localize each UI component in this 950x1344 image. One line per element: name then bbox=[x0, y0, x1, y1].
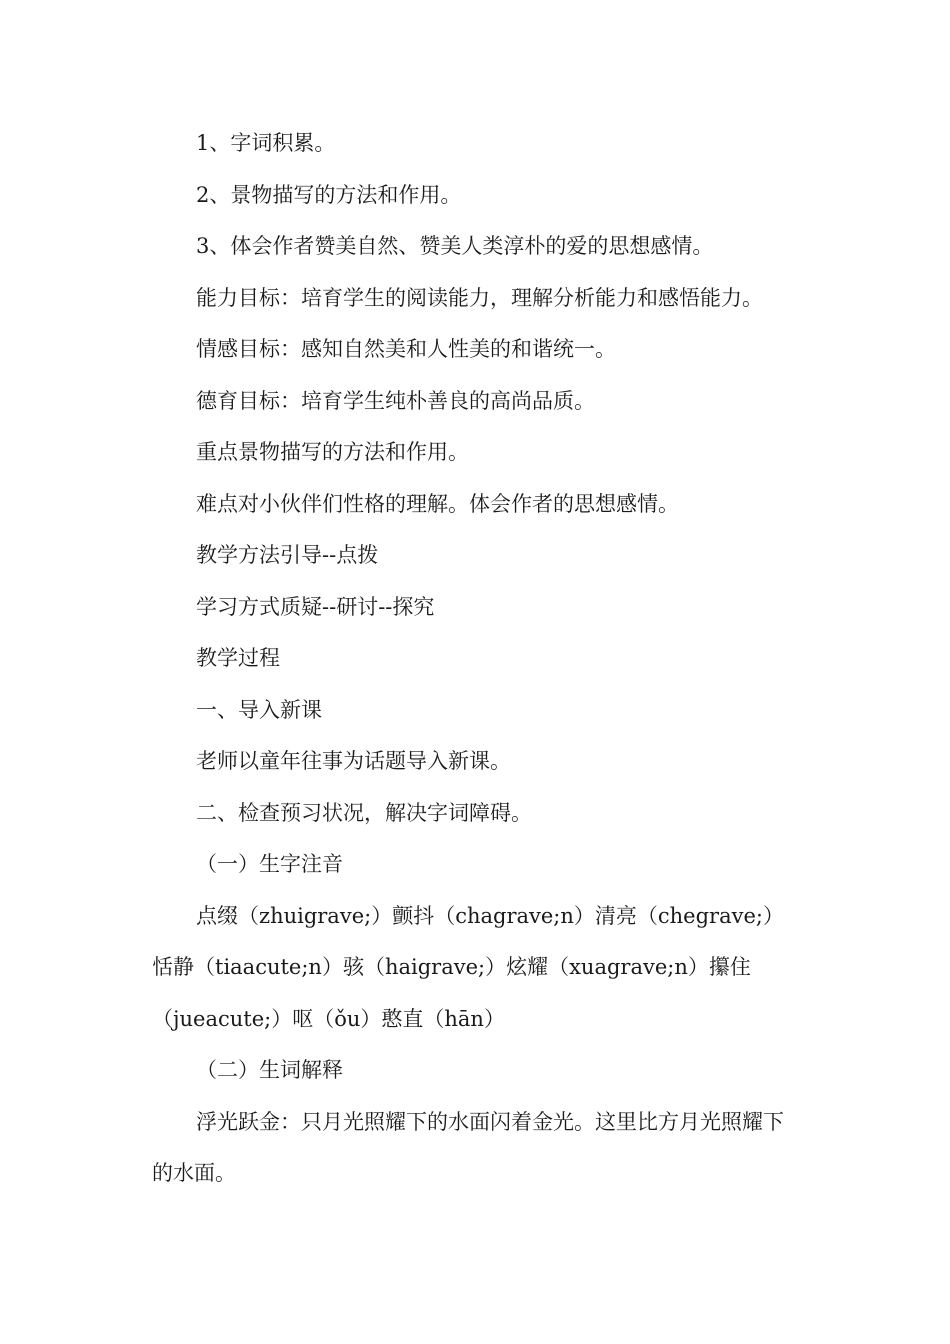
subsection-heading: （一）生字注音 bbox=[196, 852, 343, 876]
section-heading: 一、导入新课 bbox=[196, 697, 322, 722]
paragraph: 教学方法引导--点拨 bbox=[196, 543, 379, 567]
paragraph: 学习方式质疑--研讨--探究 bbox=[196, 594, 435, 619]
paragraph: 1、字词积累。 bbox=[196, 131, 336, 155]
subsection-heading: （二）生词解释 bbox=[196, 1058, 343, 1082]
paragraph: 德育目标：培育学生纯朴善良的高尚品质。 bbox=[196, 388, 595, 413]
section-heading: 教学过程 bbox=[196, 646, 280, 670]
pinyin-paragraph: 点缀（zhuigrave;）颤抖（chagrave;n）清亮（chegrave;）恬静（tiaacute;n）骇（haigrave;）炫耀（xuagrave;n）攥住（jueacute;）呕（ǒu）憨直（hān） bbox=[152, 903, 784, 1031]
paragraph: 能力目标：培育学生的阅读能力，理解分析能力和感悟能力。 bbox=[196, 285, 763, 310]
paragraph: 老师以童年往事为话题导入新课。 bbox=[196, 749, 511, 773]
section-heading: 二、检查预习状况，解决字词障碍。 bbox=[196, 800, 532, 825]
paragraph: 重点景物描写的方法和作用。 bbox=[196, 440, 469, 464]
document-body bbox=[152, 118, 802, 1200]
paragraph: 3、体会作者赞美自然、赞美人类淳朴的爱的思想感情。 bbox=[196, 234, 714, 258]
paragraph: 难点对小伙伴们性格的理解。体会作者的思想感情。 bbox=[196, 491, 679, 516]
paragraph: 浮光跃金：只月光照耀下的水面闪着金光。这里比方月光照耀下的水面。 bbox=[152, 1109, 784, 1185]
paragraph: 2、景物描写的方法和作用。 bbox=[196, 182, 462, 207]
paragraph: 情感目标：感知自然美和人性美的和谐统一。 bbox=[196, 337, 616, 361]
